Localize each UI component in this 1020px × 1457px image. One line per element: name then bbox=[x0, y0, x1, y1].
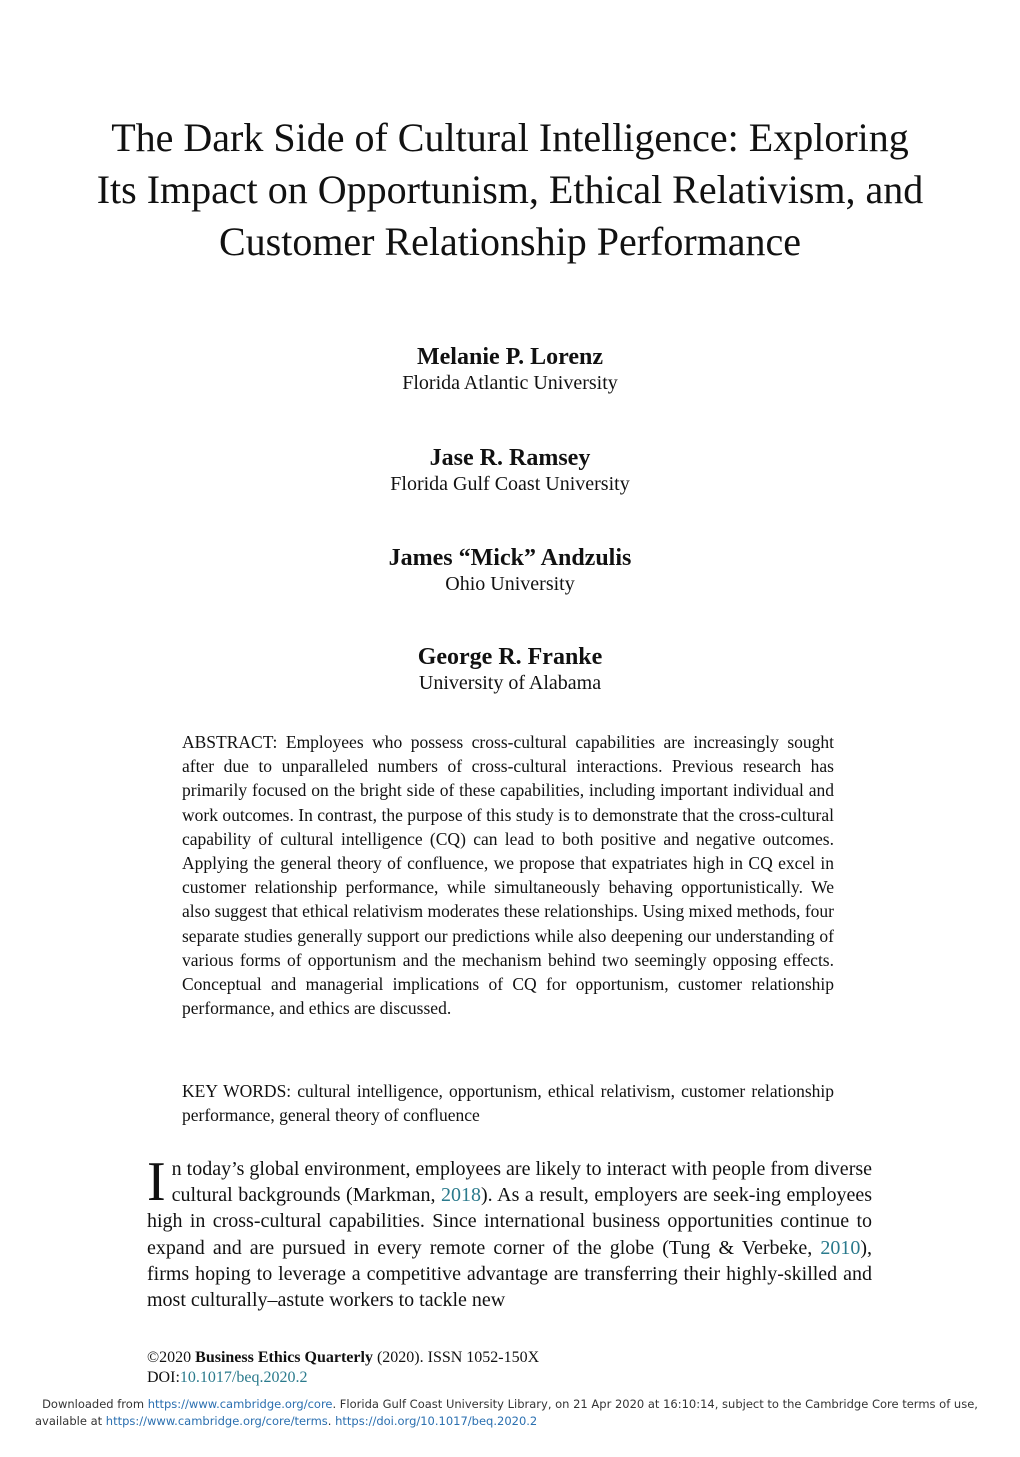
author-name: James “Mick” Andzulis bbox=[388, 545, 632, 571]
body-text-part: ). As a result, employers are seek-ing employees high in cross-cultural capabilities. Since international business opportunities continue to expand and are pursued in every remote corner of the globe (Tung & Verbeke, bbox=[147, 1184, 872, 1259]
citation-link[interactable]: 2010 bbox=[820, 1236, 861, 1259]
journal-name: Business Ethics Quarterly bbox=[195, 1349, 373, 1366]
abstract-label: ABSTRACT: bbox=[182, 732, 278, 752]
download-prefix: Downloaded from bbox=[42, 1397, 145, 1411]
author-affiliation: University of Alabama bbox=[418, 672, 602, 694]
download-line2-prefix: available at bbox=[35, 1414, 103, 1428]
author-block bbox=[0, 643, 1020, 695]
author-name: Jase R. Ramsey bbox=[429, 445, 591, 471]
terms-link[interactable]: https://www.cambridge.org/core/terms bbox=[105, 1414, 328, 1428]
body-text-part: n today’s global environment, employees are likely to interact with people from diverse cultural backgrounds (Markman, bbox=[171, 1158, 873, 1207]
author-name: Melanie P. Lorenz bbox=[417, 344, 603, 370]
keywords-text: cultural intelligence, opportunism, ethical relativism, customer relationship performance, general theory of confluence bbox=[182, 1081, 834, 1126]
abstract-text: Employees who possess cross-cultural capabilities are increasingly sought after due to unparalleled numbers of cross-cultural interactions. Previous research has primarily focused on the bright side of these capabilities, including important individual and work outcomes. In contrast, the purpose of this study is to demonstrate that the cross-cultural capability of cultural intelligence (CQ) can lead to both positive and negative outcomes. Applying the general theory of confluence, we propose that expatriates high in CQ excel in customer relationship performance, while simultaneously behaving opportunistically. We also suggest that ethical relativism moderates these relationships. Using mixed methods, four separate studies generally support our predictions while also deepening our understanding of various forms of opportunism and the mechanism behind two seemingly opposing effects. Conceptual and managerial implications of CQ for opportunism, customer relationship performance, and ethics are discussed. bbox=[182, 732, 834, 1019]
author-affiliation: Ohio University bbox=[445, 573, 575, 595]
doi-url-link[interactable]: https://doi.org/10.1017/beq.2020.2 bbox=[335, 1414, 538, 1428]
author-block bbox=[0, 544, 1020, 596]
cambridge-core-link[interactable]: https://www.cambridge.org/core bbox=[147, 1397, 333, 1411]
body-text-part: ), firms hoping to leverage a competitive advantage are transferring their highly-skilled and most culturally–astute workers to tackle new bbox=[147, 1236, 872, 1312]
issn: (2020). ISSN 1052-150X bbox=[376, 1349, 540, 1366]
keywords-label: KEY WORDS: bbox=[182, 1081, 292, 1101]
copyright: ©2020 bbox=[147, 1349, 192, 1366]
author-affiliation: Florida Atlantic University bbox=[402, 372, 618, 394]
doi-label: DOI: bbox=[147, 1369, 180, 1386]
abstract bbox=[182, 730, 834, 1020]
paper-title: The Dark Side of Cultural Intelligence: Exploring Its Impact on Opportunism, Ethical Relativism, and Customer Relationship Performance bbox=[96, 115, 924, 264]
download-notice-text: . Florida Gulf Coast University Library, on 21 Apr 2020 at 16:10:14, subject to the Cambridge Core terms of use, bbox=[332, 1397, 978, 1411]
journal-footer bbox=[147, 1348, 539, 1388]
author-block bbox=[0, 343, 1020, 395]
drop-cap: I bbox=[147, 1151, 166, 1213]
citation-link[interactable]: 2018 bbox=[441, 1184, 482, 1207]
author-block bbox=[0, 444, 1020, 496]
author-affiliation: Florida Gulf Coast University bbox=[390, 473, 630, 495]
doi-link[interactable]: 10.1017/beq.2020.2 bbox=[179, 1369, 308, 1386]
body-paragraph bbox=[147, 1151, 873, 1313]
download-notice: Downloaded from https://www.cambridge.org/core. Florida Gulf Coast University Library, on 21 Apr 2020 at 16:10:14, subject to the Cambridge Core terms of use, available at https://www.cambridge.org/core/terms. https://doi.org/10.1017/beq.2020.2 bbox=[35, 1397, 978, 1428]
author-name: George R. Franke bbox=[417, 644, 603, 670]
keywords bbox=[182, 1079, 834, 1127]
